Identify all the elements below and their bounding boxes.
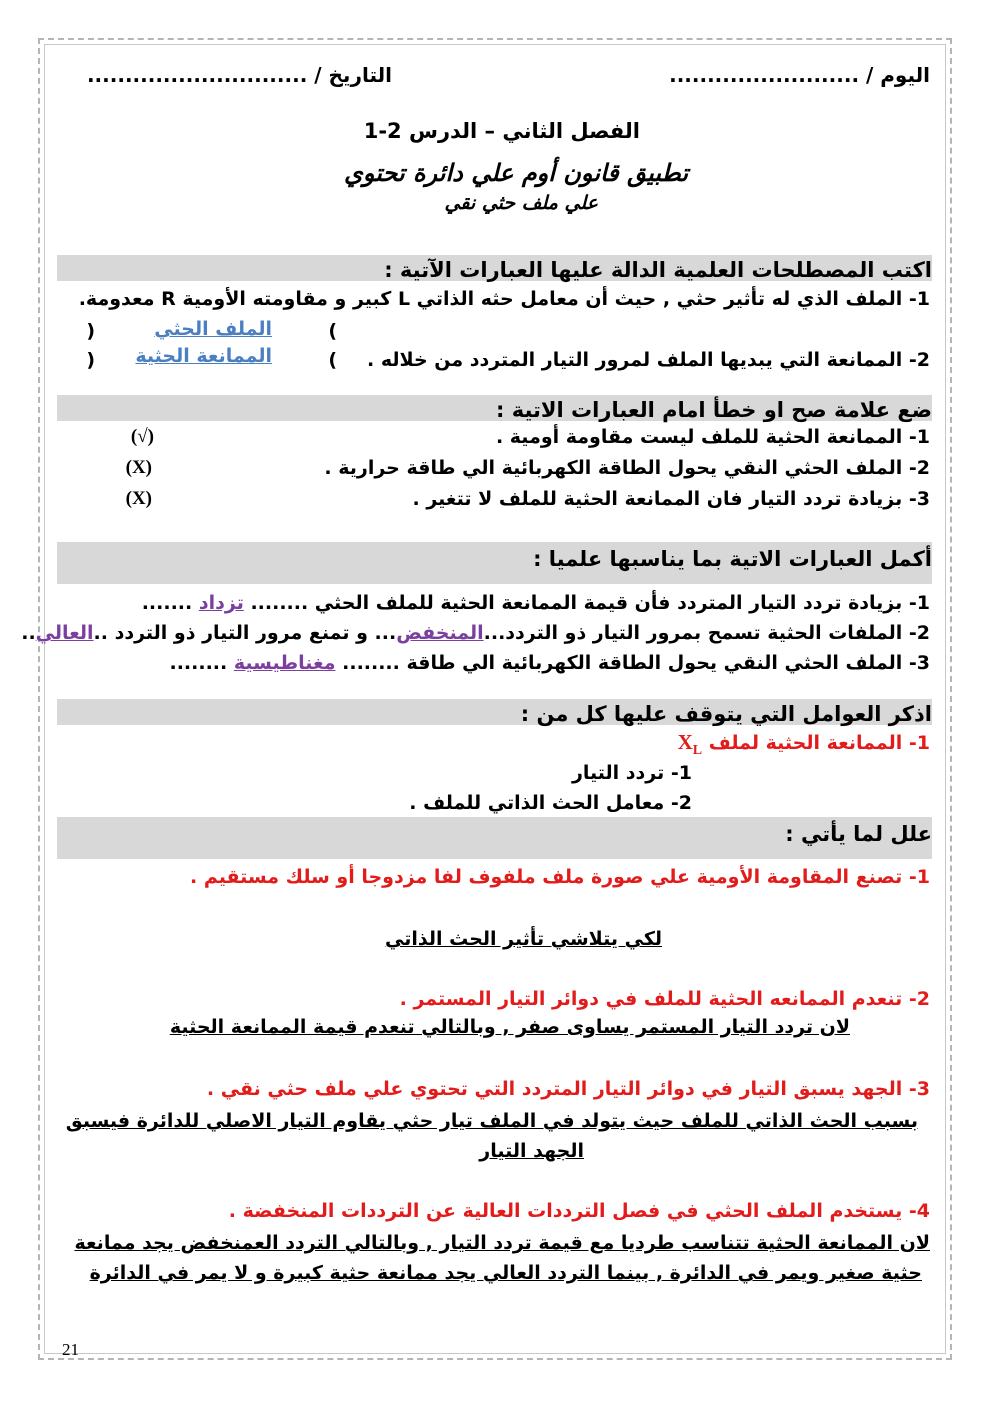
s2-mark-1: (√)	[130, 426, 154, 447]
s1-answer-1: الملف الحثي	[154, 318, 272, 340]
s1-paren-open-2: (	[86, 349, 95, 371]
s5-answer-3-line2: الجهد التيار	[479, 1140, 584, 1162]
s2-item-3: 3- بزيادة تردد التيار فان الممانعة الحثية للملف لا تتغير .	[412, 488, 930, 510]
s5-answer-3-line1: بسبب الحث الذاتي للملف حيث يتولد في الملف تيار حثي يقاوم التيار الاصلي للدائرة فيسبق	[65, 1110, 918, 1132]
section2-band	[57, 395, 932, 421]
s5-question-3: 3- الجهد يسبق التيار في دوائر التيار المتردد التي تحتوي علي ملف حثي نقي .	[206, 1078, 930, 1100]
s3-line-2	[21, 620, 930, 646]
lesson-title-line2: علي ملف حثي نقي	[444, 192, 598, 214]
s2-mark-3: (X)	[125, 488, 152, 509]
s3-l2-answer-2: العالي	[35, 622, 94, 644]
section4-heading: اذكر العوامل التي يتوقف عليها كل من :	[520, 702, 932, 726]
section3-heading: أكمل العبارات الاتية بما يناسبها علميا :	[533, 547, 932, 571]
s5-answer-2: لان تردد التيار المستمر يساوى صفر , وبالتالي تنعدم قيمة الممانعة الحثية	[169, 1016, 850, 1038]
s1-paren-close-2: )	[328, 349, 337, 371]
s3-line-1	[142, 590, 930, 616]
s1-paren-open-1: (	[86, 320, 95, 342]
s5-question-4: 4- يستخدم الملف الحثي في فصل الترددات العالية عن الترددات المنخفضة .	[228, 1200, 930, 1222]
s4-question-text: 1- الممانعة الحثية لملف	[702, 732, 930, 754]
s4-factor-1: 1- تردد التيار	[571, 762, 692, 784]
s3-l2-answer-1: المنخفض	[396, 622, 484, 644]
day-field: اليوم / .........................	[669, 63, 930, 87]
s3-line-3	[170, 650, 931, 676]
s3-l2-dots: ..	[21, 622, 36, 644]
section1-heading: اكتب المصطلحات العلمية الدالة عليها العبارات الآتية :	[384, 258, 932, 282]
s2-item-1: 1- الممانعة الحثية للملف ليست مقاومة أومية .	[495, 426, 930, 448]
s5-question-2: 2- تنعدم الممانعه الحثية للملف في دوائر التيار المستمر .	[399, 988, 930, 1010]
section3-band	[57, 542, 932, 584]
s4-factor-2: 2- معامل الحث الذاتي للملف .	[409, 792, 692, 814]
s5-question-1: 1- تصنع المقاومة الأومية علي صورة ملف ملفوف لفا مزدوجا أو سلك مستقيم .	[190, 866, 930, 888]
section2-heading: ضع علامة صح او خطأ امام العبارات الاتية :	[496, 398, 932, 422]
section1-band	[57, 255, 932, 281]
s2-mark-2: (X)	[125, 457, 152, 478]
s4-question	[678, 729, 930, 764]
section5-band	[57, 817, 932, 859]
s5-answer-4-line2: حثية صغير ويمر في الدائرة , بينما التردد العالي يجد ممانعة حثية كبيرة و لا يمر في الدائرة	[89, 1262, 922, 1284]
s3-l1-dots: .......	[141, 592, 199, 614]
s3-l2-mid: ... و تمنع مرور التيار ذو التردد ..	[93, 622, 397, 644]
section4-band	[57, 699, 932, 725]
s1-answer-2: الممانعة الحثية	[135, 345, 272, 367]
s1-paren-close-1: )	[328, 320, 337, 342]
s1-question-1: 1- الملف الذي له تأثير حثي , حيث أن معامل حثه الذاتي L كبير و مقاومته الأومية R معدومة.	[78, 288, 930, 310]
s4-symbol: X	[677, 730, 693, 754]
date-field: التاريخ / .............................	[86, 63, 392, 87]
chapter-title: الفصل الثاني – الدرس 2-1	[363, 119, 640, 143]
lesson-title-line1: تطبيق قانون أوم علي دائرة تحتوي	[344, 159, 688, 187]
s3-l2-text: 2- الملفات الحثية تسمح بمرور التيار ذو التردد...	[483, 622, 930, 644]
s4-symbol-sub: L	[692, 742, 703, 758]
s3-l1-answer: تزداد	[198, 592, 244, 614]
s5-answer-4-line1: لان الممانعة الحثية تتناسب طرديا مع قيمة تردد التيار , وبالتالي التردد العمنخفض يجد ممانعة	[74, 1232, 930, 1254]
s3-l1-text: 1- بزيادة تردد التيار المتردد فأن قيمة الممانعة الحثية للملف الحثي ........	[243, 592, 930, 614]
s3-l3-text: 3- الملف الحثي النقي يحول الطاقة الكهربائية الي طاقة ........	[335, 652, 930, 674]
s3-l3-dots: ........	[169, 652, 234, 674]
section5-heading: علل لما يأتي :	[785, 822, 932, 846]
page-number: 21	[62, 1340, 79, 1359]
s3-l3-answer: مغناطيسية	[233, 652, 336, 674]
s2-item-2: 2- الملف الحثي النقي يحول الطاقة الكهربائية الي طاقة حرارية .	[324, 457, 930, 479]
s5-answer-1: لكي يتلاشي تأثير الحث الذاتي	[384, 928, 662, 950]
s1-question-2: 2- الممانعة التي يبديها الملف لمرور التيار المتردد من خلاله .	[367, 349, 930, 371]
